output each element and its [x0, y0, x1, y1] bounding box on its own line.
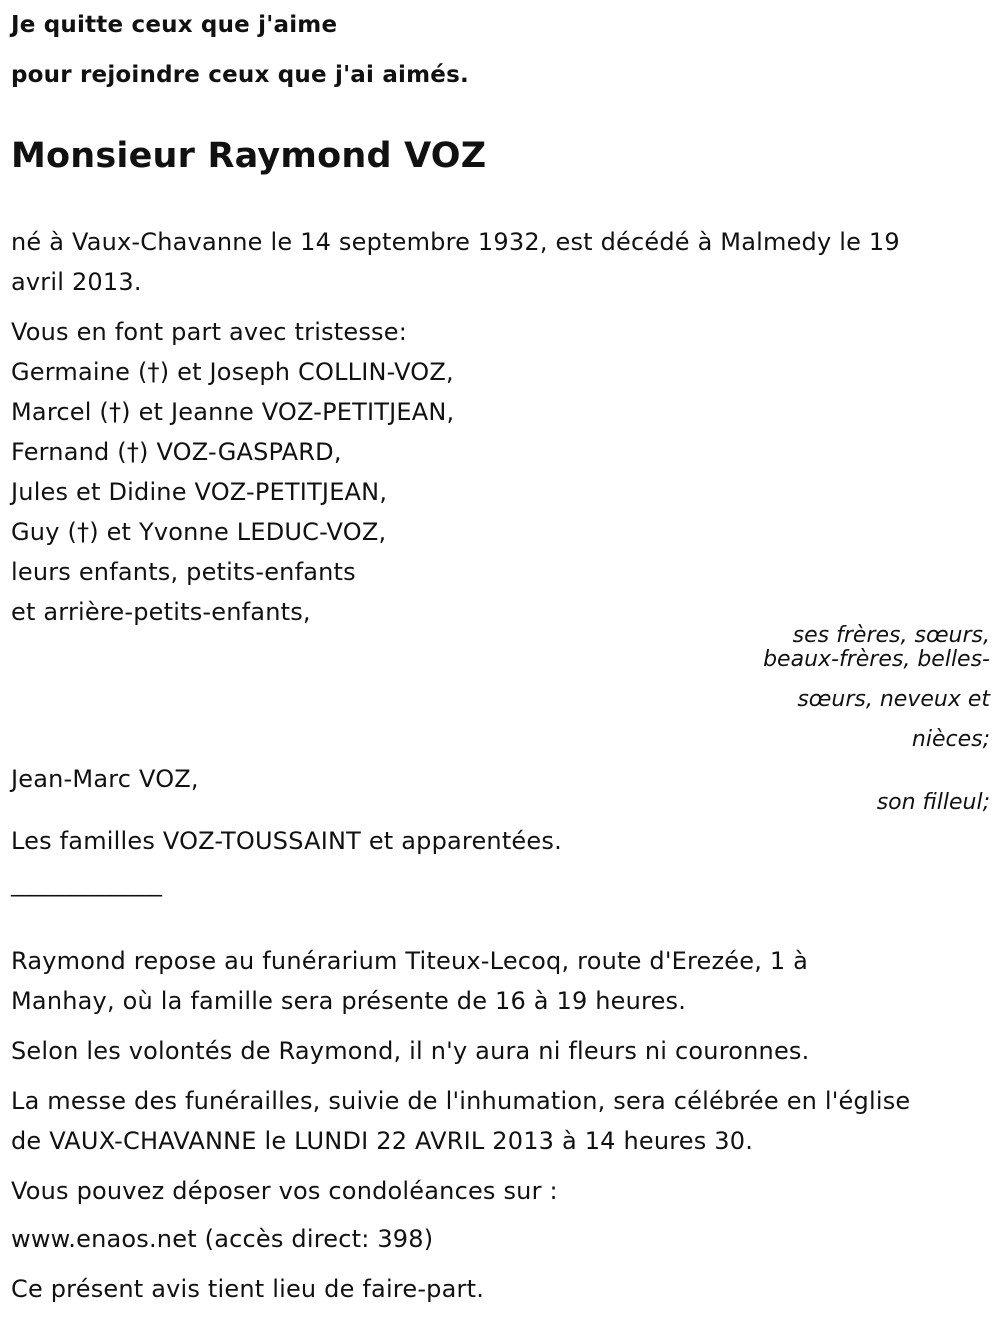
birth-line-1: né à Vaux-Chavanne le 14 septembre 1932, est décédé à Malmedy le 19: [11, 228, 900, 256]
repose-line-1: Raymond repose au funérarium Titeux-Lecoq, route d'Erezée, 1 à: [11, 947, 809, 975]
mass-line-1: La messe des funérailles, suivie de l'inhumation, sera célébrée en l'église: [11, 1087, 911, 1115]
family-member: Fernand (†) VOZ-GASPARD,: [11, 438, 342, 466]
siblings-role-line: sœurs, neveux et: [797, 687, 990, 712]
family-member: Jules et Didine VOZ-PETITJEAN,: [11, 478, 388, 506]
families-line: Les familles VOZ-TOUSSAINT et apparentées.: [11, 827, 562, 855]
condolences-line: Vous pouvez déposer vos condoléances sur :: [11, 1177, 558, 1205]
family-member: Germaine (†) et Joseph COLLIN-VOZ,: [11, 358, 454, 386]
mass-line-2: de VAUX-CHAVANNE le LUNDI 22 AVRIL 2013 à 14 heures 30.: [11, 1127, 754, 1155]
announcement-text: Vous en font part avec tristesse:: [11, 318, 408, 346]
family-member: et arrière-petits-enfants,: [11, 598, 311, 626]
family-member: leurs enfants, petits-enfants: [11, 558, 356, 586]
birth-line-2: avril 2013.: [11, 268, 142, 296]
epigraph-line-1: Je quitte ceux que j'aime: [11, 12, 338, 38]
siblings-role-line: nièces;: [911, 727, 990, 752]
wishes-line: Selon les volontés de Raymond, il n'y aura ni fleurs ni couronnes.: [11, 1037, 810, 1065]
deceased-name: Monsieur Raymond VOZ: [11, 136, 487, 176]
repose-line-2: Manhay, où la famille sera présente de 16 à 19 heures.: [11, 987, 687, 1015]
siblings-role-line: beaux-frères, belles-: [763, 647, 990, 672]
notice-line: Ce présent avis tient lieu de faire-part.: [11, 1275, 485, 1303]
family-member: Guy (†) et Yvonne LEDUC-VOZ,: [11, 518, 387, 546]
siblings-role-line: ses frères, sœurs,: [792, 623, 990, 648]
epigraph-line-2: pour rejoindre ceux que j'ai aimés.: [11, 62, 469, 88]
separator-line: _______________: [11, 872, 161, 897]
website-link[interactable]: www.enaos.net (accès direct: 398): [11, 1225, 434, 1253]
godson-name: Jean-Marc VOZ,: [11, 765, 199, 793]
family-member: Marcel (†) et Jeanne VOZ-PETITJEAN,: [11, 398, 455, 426]
godson-role: son filleul;: [876, 790, 990, 815]
